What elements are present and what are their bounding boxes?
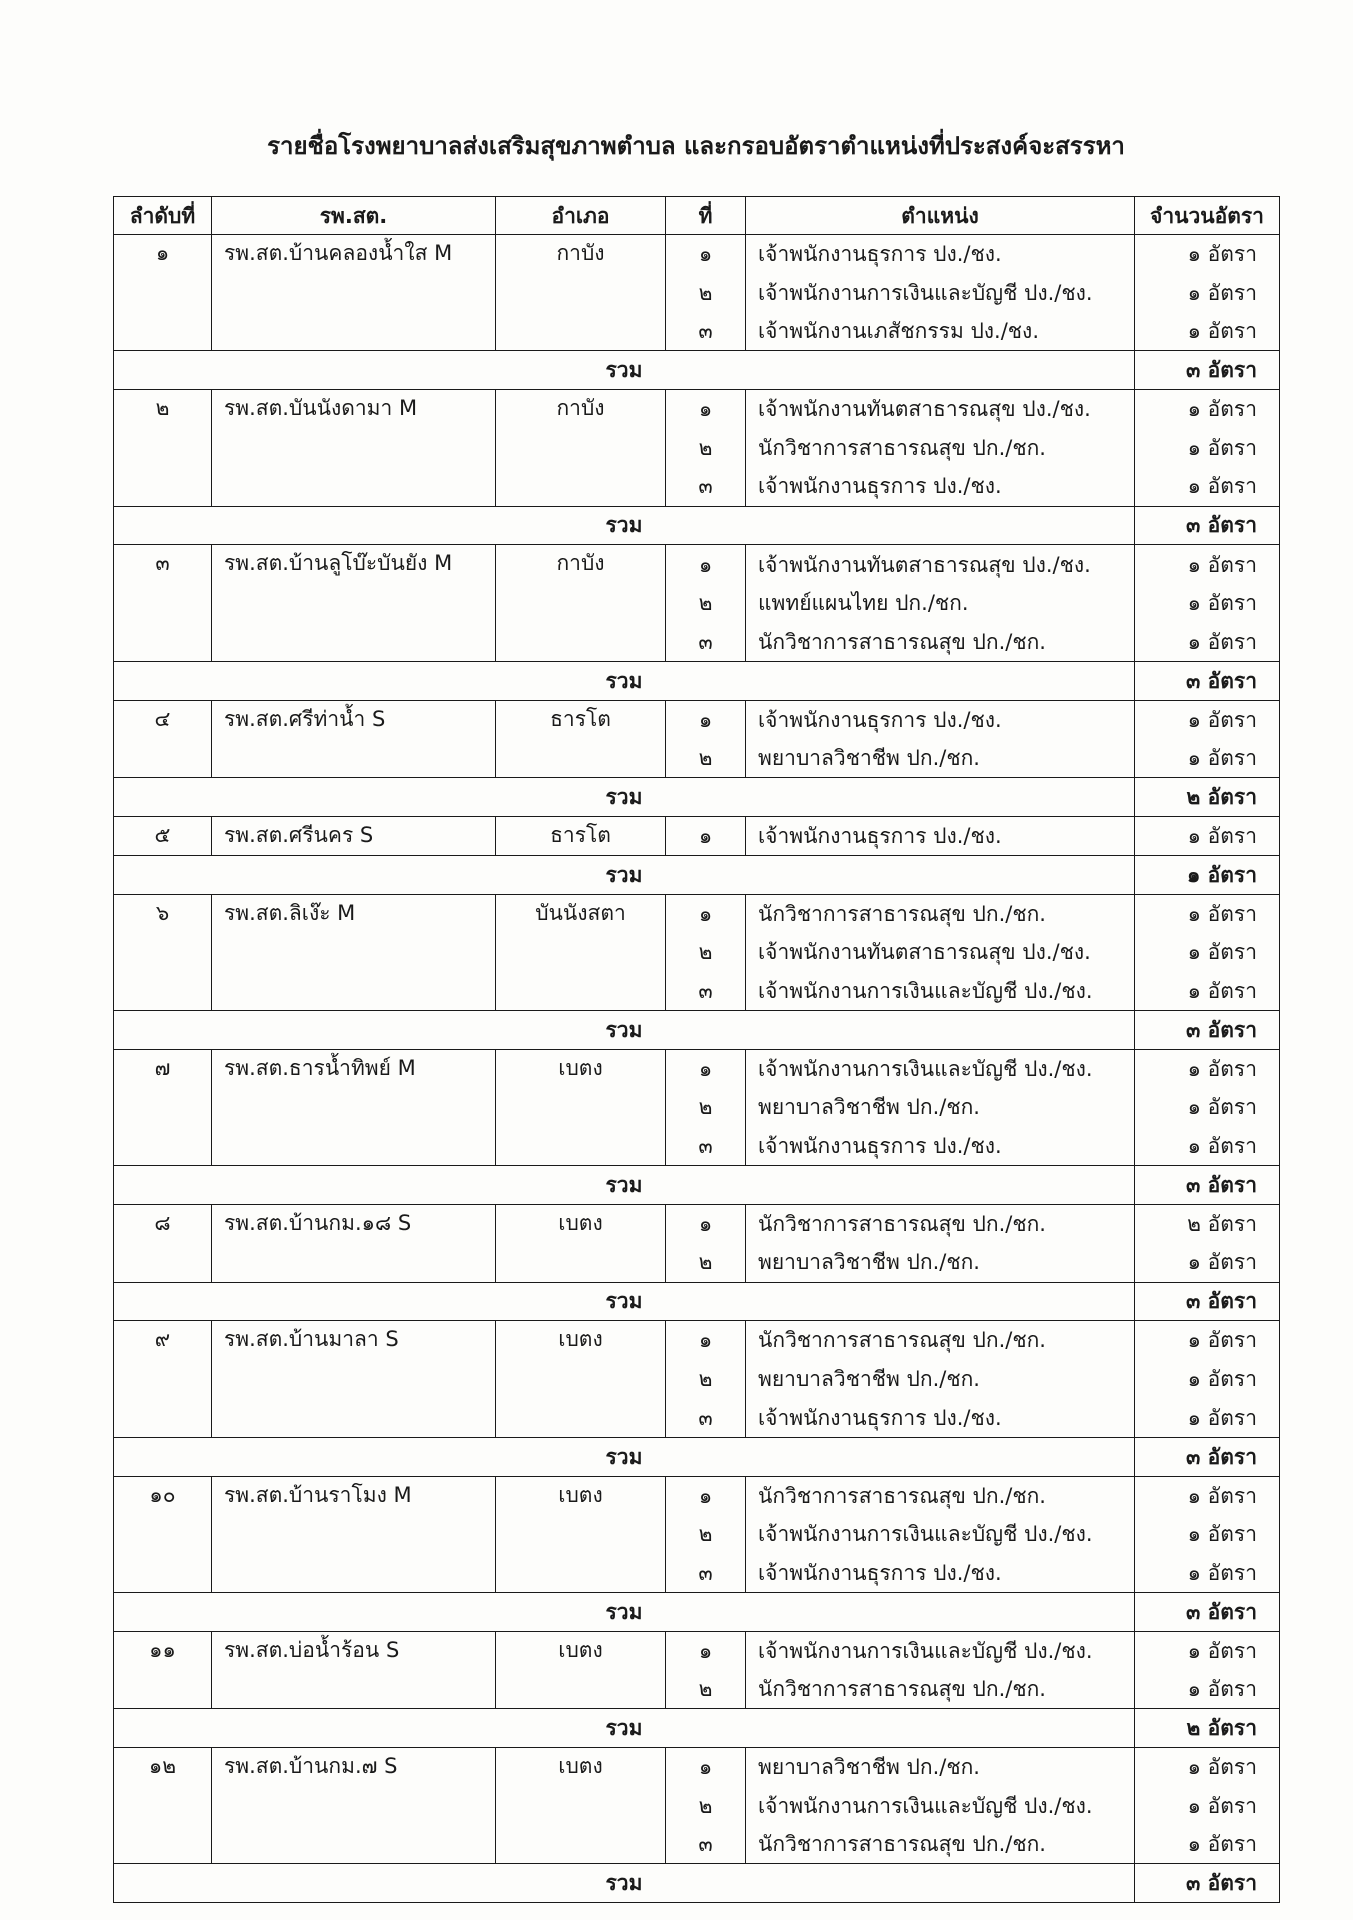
cell-position-title: เจ้าพนักงานธุรการ ปง./ชง.	[746, 1554, 1135, 1593]
cell-position-no: ๑	[666, 235, 746, 274]
sum-label: รวม	[114, 351, 1135, 390]
cell-position-no: ๑	[666, 816, 746, 855]
cell-index: ๑๒	[114, 1748, 212, 1864]
cell-position-title: นักวิชาการสาธารณสุข ปก./ชก.	[746, 428, 1135, 467]
cell-position-count: ๑ อัตรา	[1135, 622, 1280, 661]
table-body	[114, 235, 1280, 1903]
table-row	[114, 390, 1280, 429]
cell-position-title: เจ้าพนักงานการเงินและบัญชี ปง./ชง.	[746, 1515, 1135, 1554]
cell-position-no: ๑	[666, 1631, 746, 1670]
cell-position-title: นักวิชาการสาธารณสุข ปก./ชก.	[746, 1321, 1135, 1360]
sum-label: รวม	[114, 1592, 1135, 1631]
cell-position-count: ๑ อัตรา	[1135, 273, 1280, 312]
cell-hospital: รพ.สต.บ่อน้ำร้อน S	[212, 1631, 496, 1709]
cell-position-title: นักวิชาการสาธารณสุข ปก./ชก.	[746, 1825, 1135, 1864]
table-row	[114, 1748, 1280, 1787]
cell-position-count: ๑ อัตรา	[1135, 545, 1280, 584]
sum-total: ๓ อัตรา	[1135, 661, 1280, 700]
sum-row	[114, 1864, 1280, 1903]
cell-position-count: ๑ อัตรา	[1135, 700, 1280, 739]
cell-position-count: ๑ อัตรา	[1135, 1670, 1280, 1709]
cell-index: ๖	[114, 894, 212, 1010]
cell-position-no: ๑	[666, 1476, 746, 1515]
header-hospital: รพ.สต.	[212, 197, 496, 235]
cell-index: ๘	[114, 1204, 212, 1282]
cell-index: ๑๑	[114, 1631, 212, 1709]
cell-position-no: ๑	[666, 1321, 746, 1360]
sum-total: ๓ อัตรา	[1135, 1166, 1280, 1205]
cell-position-count: ๑ อัตรา	[1135, 1476, 1280, 1515]
cell-district: เบตง	[496, 1748, 666, 1864]
cell-hospital: รพ.สต.บ้านมาลา S	[212, 1321, 496, 1437]
sum-total: ๓ อัตรา	[1135, 1592, 1280, 1631]
cell-hospital: รพ.สต.ศรีท่าน้ำ S	[212, 700, 496, 778]
sum-row	[114, 661, 1280, 700]
cell-position-no: ๓	[666, 312, 746, 351]
cell-position-count: ๑ อัตรา	[1135, 816, 1280, 855]
table-header	[114, 197, 1280, 235]
cell-district: ธารโต	[496, 700, 666, 778]
cell-position-title: เจ้าพนักงานการเงินและบัญชี ปง./ชง.	[746, 273, 1135, 312]
sum-row	[114, 1709, 1280, 1748]
cell-hospital: รพ.สต.บันนังดามา M	[212, 390, 496, 506]
cell-district: เบตง	[496, 1204, 666, 1282]
cell-position-count: ๑ อัตรา	[1135, 428, 1280, 467]
sum-label: รวม	[114, 1437, 1135, 1476]
cell-position-title: พยาบาลวิชาชีพ ปก./ชก.	[746, 1088, 1135, 1127]
cell-district: เบตง	[496, 1321, 666, 1437]
cell-index: ๕	[114, 816, 212, 855]
table-row	[114, 545, 1280, 584]
sum-row	[114, 1437, 1280, 1476]
cell-position-count: ๑ อัตรา	[1135, 235, 1280, 274]
cell-position-title: เจ้าพนักงานธุรการ ปง./ชง.	[746, 700, 1135, 739]
cell-position-count: ๑ อัตรา	[1135, 1825, 1280, 1864]
cell-position-count: ๑ อัตรา	[1135, 1127, 1280, 1166]
cell-position-no: ๑	[666, 1204, 746, 1243]
table-row	[114, 700, 1280, 739]
cell-position-title: เจ้าพนักงานทันตสาธารณสุข ปง./ชง.	[746, 390, 1135, 429]
sum-total: ๓ อัตรา	[1135, 506, 1280, 545]
sum-total: ๒ อัตรา	[1135, 1709, 1280, 1748]
cell-position-title: เจ้าพนักงานธุรการ ปง./ชง.	[746, 1398, 1135, 1437]
cell-position-title: นักวิชาการสาธารณสุข ปก./ชก.	[746, 622, 1135, 661]
cell-position-count: ๑ อัตรา	[1135, 390, 1280, 429]
cell-district: บันนังสตา	[496, 894, 666, 1010]
cell-position-count: ๑ อัตรา	[1135, 1360, 1280, 1399]
cell-position-title: นักวิชาการสาธารณสุข ปก./ชก.	[746, 1476, 1135, 1515]
sum-row	[114, 1166, 1280, 1205]
cell-position-title: เจ้าพนักงานธุรการ ปง./ชง.	[746, 467, 1135, 506]
header-index: ลำดับที่	[114, 197, 212, 235]
cell-position-no: ๓	[666, 622, 746, 661]
cell-position-no: ๒	[666, 1786, 746, 1825]
cell-district: กาบัง	[496, 235, 666, 351]
sum-total: ๒ อัตรา	[1135, 778, 1280, 817]
cell-position-count: ๑ อัตรา	[1135, 1515, 1280, 1554]
cell-position-no: ๒	[666, 584, 746, 623]
cell-position-title: เจ้าพนักงานทันตสาธารณสุข ปง./ชง.	[746, 545, 1135, 584]
table-row	[114, 1476, 1280, 1515]
sum-label: รวม	[114, 506, 1135, 545]
cell-position-title: นักวิชาการสาธารณสุข ปก./ชก.	[746, 1670, 1135, 1709]
cell-position-no: ๑	[666, 545, 746, 584]
cell-position-no: ๑	[666, 390, 746, 429]
cell-position-no: ๒	[666, 1360, 746, 1399]
cell-position-no: ๒	[666, 1088, 746, 1127]
header-position-no: ที่	[666, 197, 746, 235]
cell-position-count: ๑ อัตรา	[1135, 1631, 1280, 1670]
cell-position-title: พยาบาลวิชาชีพ ปก./ชก.	[746, 1243, 1135, 1282]
cell-position-title: เจ้าพนักงานธุรการ ปง./ชง.	[746, 816, 1135, 855]
cell-position-title: เจ้าพนักงานการเงินและบัญชี ปง./ชง.	[746, 1631, 1135, 1670]
cell-hospital: รพ.สต.บ้านคลองน้ำใส M	[212, 235, 496, 351]
header-position: ตำแหน่ง	[746, 197, 1135, 235]
cell-position-no: ๒	[666, 739, 746, 778]
cell-index: ๒	[114, 390, 212, 506]
cell-position-title: เจ้าพนักงานทันตสาธารณสุข ปง./ชง.	[746, 933, 1135, 972]
cell-position-no: ๓	[666, 467, 746, 506]
table-row	[114, 1631, 1280, 1670]
cell-position-title: เจ้าพนักงานการเงินและบัญชี ปง./ชง.	[746, 1049, 1135, 1088]
cell-position-title: เจ้าพนักงานการเงินและบัญชี ปง./ชง.	[746, 972, 1135, 1011]
cell-index: ๙	[114, 1321, 212, 1437]
cell-position-no: ๓	[666, 1127, 746, 1166]
cell-position-title: นักวิชาการสาธารณสุข ปก./ชก.	[746, 1204, 1135, 1243]
cell-position-title: พยาบาลวิชาชีพ ปก./ชก.	[746, 739, 1135, 778]
cell-position-title: เจ้าพนักงานธุรการ ปง./ชง.	[746, 235, 1135, 274]
header-district: อำเภอ	[496, 197, 666, 235]
cell-position-no: ๓	[666, 1554, 746, 1593]
sum-total: ๓ อัตรา	[1135, 1864, 1280, 1903]
cell-position-count: ๑ อัตรา	[1135, 1554, 1280, 1593]
sum-label: รวม	[114, 1010, 1135, 1049]
cell-hospital: รพ.สต.บ้านกม.๑๘ S	[212, 1204, 496, 1282]
cell-position-count: ๑ อัตรา	[1135, 739, 1280, 778]
cell-district: เบตง	[496, 1476, 666, 1592]
cell-position-title: เจ้าพนักงานการเงินและบัญชี ปง./ชง.	[746, 1786, 1135, 1825]
sum-label: รวม	[114, 661, 1135, 700]
cell-position-no: ๒	[666, 1515, 746, 1554]
table-row	[114, 235, 1280, 274]
cell-hospital: รพ.สต.ธารน้ำทิพย์ M	[212, 1049, 496, 1165]
cell-district: กาบัง	[496, 545, 666, 661]
cell-position-title: พยาบาลวิชาชีพ ปก./ชก.	[746, 1748, 1135, 1787]
sum-label: รวม	[114, 1282, 1135, 1321]
cell-position-count: ๑ อัตรา	[1135, 1088, 1280, 1127]
sum-row	[114, 855, 1280, 894]
sum-total: ๓ อัตรา	[1135, 351, 1280, 390]
table-row	[114, 894, 1280, 933]
cell-district: เบตง	[496, 1631, 666, 1709]
cell-position-no: ๒	[666, 273, 746, 312]
cell-hospital: รพ.สต.บ้านลูโบ๊ะบันยัง M	[212, 545, 496, 661]
table-row	[114, 1321, 1280, 1360]
cell-position-title: เจ้าพนักงานธุรการ ปง./ชง.	[746, 1127, 1135, 1166]
cell-position-count: ๑ อัตรา	[1135, 1243, 1280, 1282]
table-row	[114, 1049, 1280, 1088]
sum-row	[114, 1282, 1280, 1321]
cell-district: ธารโต	[496, 816, 666, 855]
page-title: รายชื่อโรงพยาบาลส่งเสริมสุขภาพตำบล และกรอบอัตราตำแหน่งที่ประสงค์จะสรรหา	[267, 132, 1125, 160]
cell-position-count: ๑ อัตรา	[1135, 467, 1280, 506]
cell-position-count: ๑ อัตรา	[1135, 972, 1280, 1011]
cell-index: ๑	[114, 235, 212, 351]
cell-hospital: รพ.สต.ลิเง๊ะ M	[212, 894, 496, 1010]
sum-label: รวม	[114, 1709, 1135, 1748]
cell-position-count: ๑ อัตรา	[1135, 584, 1280, 623]
cell-district: เบตง	[496, 1049, 666, 1165]
positions-table	[113, 196, 1280, 1903]
cell-position-title: พยาบาลวิชาชีพ ปก./ชก.	[746, 1360, 1135, 1399]
sum-label: รวม	[114, 855, 1135, 894]
cell-position-no: ๒	[666, 933, 746, 972]
cell-position-count: ๑ อัตรา	[1135, 933, 1280, 972]
cell-position-no: ๒	[666, 1243, 746, 1282]
cell-position-count: ๑ อัตรา	[1135, 312, 1280, 351]
cell-position-no: ๓	[666, 1825, 746, 1864]
cell-position-no: ๒	[666, 428, 746, 467]
cell-position-no: ๑	[666, 1049, 746, 1088]
cell-position-no: ๑	[666, 700, 746, 739]
cell-position-count: ๑ อัตรา	[1135, 1786, 1280, 1825]
cell-district: กาบัง	[496, 390, 666, 506]
sum-row	[114, 351, 1280, 390]
sum-label: รวม	[114, 778, 1135, 817]
cell-position-count: ๒ อัตรา	[1135, 1204, 1280, 1243]
cell-hospital: รพ.สต.ศรีนคร S	[212, 816, 496, 855]
cell-index: ๗	[114, 1049, 212, 1165]
header-count: จำนวนอัตรา	[1135, 197, 1280, 235]
cell-position-no: ๑	[666, 1748, 746, 1787]
cell-position-count: ๑ อัตรา	[1135, 894, 1280, 933]
sum-total: ๑ อัตรา	[1135, 855, 1280, 894]
table-row	[114, 816, 1280, 855]
cell-hospital: รพ.สต.บ้านราโมง M	[212, 1476, 496, 1592]
cell-position-no: ๓	[666, 1398, 746, 1437]
cell-position-no: ๑	[666, 894, 746, 933]
sum-label: รวม	[114, 1864, 1135, 1903]
cell-position-count: ๑ อัตรา	[1135, 1748, 1280, 1787]
sum-row	[114, 1010, 1280, 1049]
sum-total: ๓ อัตรา	[1135, 1010, 1280, 1049]
cell-position-no: ๒	[666, 1670, 746, 1709]
header-row	[114, 197, 1280, 235]
cell-hospital: รพ.สต.บ้านกม.๗ S	[212, 1748, 496, 1864]
sum-row	[114, 1592, 1280, 1631]
cell-position-count: ๑ อัตรา	[1135, 1321, 1280, 1360]
sum-total: ๓ อัตรา	[1135, 1437, 1280, 1476]
cell-position-no: ๓	[666, 972, 746, 1011]
cell-index: ๑๐	[114, 1476, 212, 1592]
cell-position-count: ๑ อัตรา	[1135, 1049, 1280, 1088]
sum-row	[114, 506, 1280, 545]
cell-index: ๓	[114, 545, 212, 661]
sum-total: ๓ อัตรา	[1135, 1282, 1280, 1321]
cell-position-title: นักวิชาการสาธารณสุข ปก./ชก.	[746, 894, 1135, 933]
cell-position-title: แพทย์แผนไทย ปก./ชก.	[746, 584, 1135, 623]
cell-index: ๔	[114, 700, 212, 778]
table-row	[114, 1204, 1280, 1243]
cell-position-title: เจ้าพนักงานเภสัชกรรม ปง./ชง.	[746, 312, 1135, 351]
sum-label: รวม	[114, 1166, 1135, 1205]
cell-position-count: ๑ อัตรา	[1135, 1398, 1280, 1437]
sum-row	[114, 778, 1280, 817]
